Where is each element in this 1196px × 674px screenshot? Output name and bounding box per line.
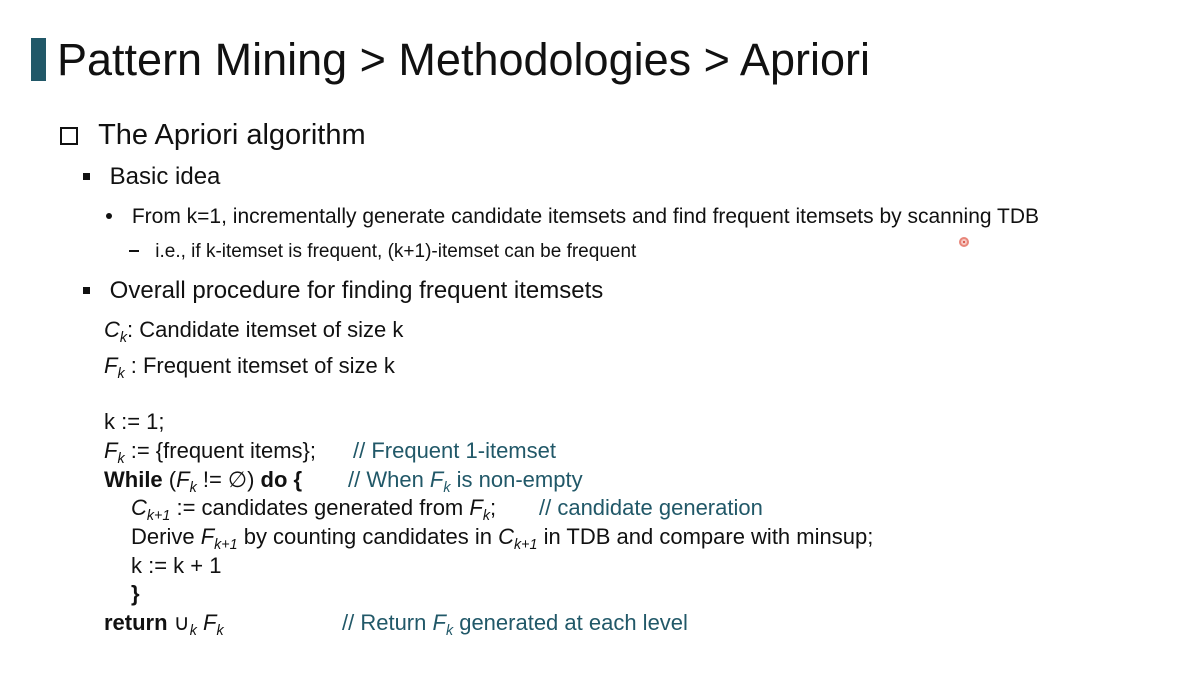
code-line-8 xyxy=(104,609,224,637)
code-comment-8 xyxy=(342,609,688,637)
basic-idea-subpoint-text: i.e., if k-itemset is frequent, (k+1)-itemset can be frequent xyxy=(155,241,637,262)
comment-text: // When xyxy=(348,467,430,492)
overall-label: Overall procedure for finding frequent itemsets xyxy=(109,277,604,304)
pointer-cursor-icon xyxy=(959,237,969,247)
basic-idea-point-text: From k=1, incrementally generate candidate itemsets and find frequent itemsets by scanning TDB xyxy=(131,205,1040,228)
sub-k: k xyxy=(189,480,197,496)
square-bullet-icon xyxy=(83,287,90,294)
var-f: F xyxy=(104,438,118,463)
code-text: != ∅) xyxy=(196,467,261,492)
sub-k: k xyxy=(482,508,490,524)
union-symbol: ∪ xyxy=(167,610,190,635)
code-text: in TDB and compare with minsup; xyxy=(537,524,874,549)
code-comment-2: // Frequent 1-itemset xyxy=(353,438,556,463)
keyword-while: While xyxy=(104,467,163,492)
var-f: F xyxy=(104,353,118,378)
comment-text: // Return xyxy=(342,610,433,635)
code-line-3 xyxy=(104,466,302,494)
box-bullet-icon xyxy=(60,127,78,145)
heading-item xyxy=(60,118,366,152)
code-text: := candidates generated from xyxy=(170,495,470,520)
code-text: Derive xyxy=(131,524,201,549)
definition-candidate-text: : Candidate itemset of size k xyxy=(127,317,404,342)
code-comment-4: // candidate generation xyxy=(539,495,763,520)
overall-item xyxy=(83,276,603,306)
dot-bullet-icon xyxy=(106,213,112,219)
sub-k: k xyxy=(189,623,197,639)
code-comment-3 xyxy=(348,466,583,494)
sub-k: k xyxy=(443,480,451,496)
code-text: by counting candidates in xyxy=(237,524,499,549)
keyword-do: do { xyxy=(260,467,303,492)
sub-k-plus-1: k+1 xyxy=(214,537,238,553)
basic-idea-subpoint xyxy=(129,240,636,264)
dash-bullet-icon xyxy=(129,250,139,252)
comment-text: generated at each level xyxy=(453,610,688,635)
code-line-4 xyxy=(131,494,496,522)
sub-k-plus-1: k+1 xyxy=(514,537,538,553)
definition-frequent xyxy=(104,352,395,380)
heading-text: The Apriori algorithm xyxy=(98,119,366,151)
definition-candidate xyxy=(104,316,403,344)
sub-k: k xyxy=(117,366,125,382)
sub-k: k xyxy=(216,623,224,639)
title-accent-bar xyxy=(31,38,46,81)
basic-idea-label: Basic idea xyxy=(109,163,221,190)
sub-k: k xyxy=(445,623,454,639)
var-f: F xyxy=(469,495,483,520)
var-f: F xyxy=(432,610,446,635)
basic-idea-item xyxy=(83,162,220,192)
sub-k: k xyxy=(117,451,125,467)
code-line-2 xyxy=(104,437,316,465)
var-f: F xyxy=(200,524,215,549)
var-c: C xyxy=(131,495,147,520)
code-text: ( xyxy=(162,467,177,492)
code-text: ; xyxy=(489,495,497,520)
var-f: F xyxy=(176,467,190,492)
code-line-7: } xyxy=(131,581,140,606)
sub-k: k xyxy=(119,330,128,346)
var-c: C xyxy=(498,524,514,549)
var-c: C xyxy=(104,317,120,342)
var-f: F xyxy=(429,467,444,492)
sub-k-plus-1: k+1 xyxy=(146,508,171,524)
code-text: := {frequent items}; xyxy=(124,438,317,463)
keyword-return: return xyxy=(104,610,168,635)
comment-text: is non-empty xyxy=(450,467,583,492)
page-title: Pattern Mining > Methodologies > Apriori xyxy=(57,34,870,85)
code-line-1: k := 1; xyxy=(104,409,165,434)
square-bullet-icon xyxy=(83,173,90,180)
code-line-6: k := k + 1 xyxy=(131,553,222,578)
definition-frequent-text: : Frequent itemset of size k xyxy=(124,353,395,378)
var-f: F xyxy=(196,610,217,635)
basic-idea-point xyxy=(106,204,1039,230)
code-line-5 xyxy=(131,523,873,551)
